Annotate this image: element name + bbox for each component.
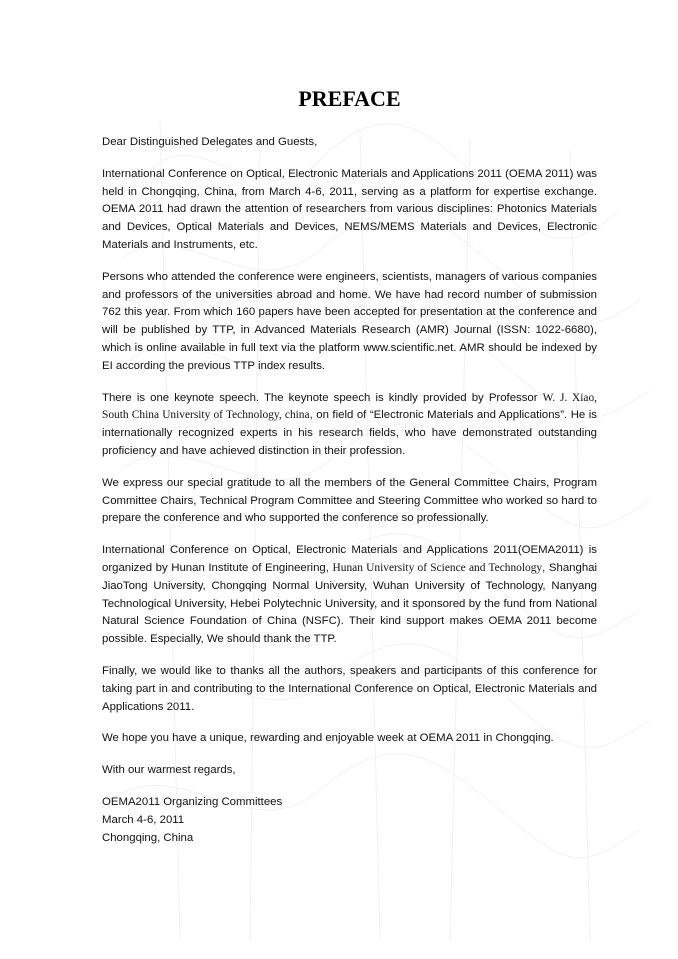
keynote-text-before: There is one keynote speech. The keynote speech is kindly provided by Professor [102,391,543,404]
keynote-speaker: W. J. Xiao, South China University of Technology, china [102,391,597,422]
organizers-text-before: International Conference on Optical, Electronic Materials and Applications 2011(OEMA2011) is organized by Hunan Institute of Engineering, [102,544,597,574]
keynote-text-after: , on field of “Electronic Materials and Applications”. He is internationally recognized experts in his research fields, who have demonstrated outstanding proficiency and have achieved distinction in their profession. [102,409,598,457]
signature-organization: OEMA2011 Organizing Committees [102,795,283,808]
paragraph-conference-overview: International Conference on Optical, Electronic Materials and Applications 2011 (OEMA 2011) was held in Chongqing, China, from March 4-6, 2011, serving as a platform for expertise exchange. OEMA 2011 had drawn the attention of researchers from various disciplines: Photonics Materials and Devices, Optical Materials and Devices, NEMS/MEMS Materials and Devices, Electronic Materials and Instruments, etc. [102,167,597,251]
paragraph-keynote [102,390,597,461]
paragraph-gratitude: We express our special gratitude to all the members of the General Committee Chairs, Program Committee Chairs, Technical Program Committee and Steering Committee who worked so hard to prepare the conference and who supported the conference so professionally. [102,476,597,525]
paragraph-wishes: We hope you have a unique, rewarding and enjoyable week at OEMA 2011 in Chongqing. [102,732,554,745]
closing-line: With our warmest regards, [102,764,236,777]
paragraph-thanks: Finally, we would like to thanks all the authors, speakers and participants of this conference for taking part in and contributing to the International Conference on Optical, Electronic Materials and Applications 2011. [102,664,597,713]
organizer-hunan-university: Hunan University of Science and Technology [332,561,543,574]
organizers-text-after: , Shanghai JiaoTong University, Chongqing Normal University, Wuhan University of Technology, Nanyang Technological University, Hebei Polytechnic University, and it sponsored by the fund from National Natural Science Foundation of China (NSFC). Their kind support makes OEMA 2011 become possible. Especially, We should thank the TTP. [102,561,598,646]
signature-block [102,794,597,847]
preface-content [102,84,597,847]
greeting: Dear Distinguished Delegates and Guests, [102,136,318,148]
page-title: PREFACE [298,86,401,111]
signature-location: Chongqing, China [102,831,194,844]
signature-date: March 4-6, 2011 [102,813,185,826]
paragraph-attendance-publication: Persons who attended the conference were engineers, scientists, managers of various companies and professors of the universities abroad and home. We have had record number of submission 762 this year. From which 160 papers have been accepted for presentation at the conference and will be published by TTP, in Advanced Materials Research (AMR) Journal (ISSN: 1022-6680), which is online available in full text via the platform www.scientific.net. AMR should be indexed by EI according the previous TTP index results. [102,270,597,372]
paragraph-organizers [102,542,597,649]
